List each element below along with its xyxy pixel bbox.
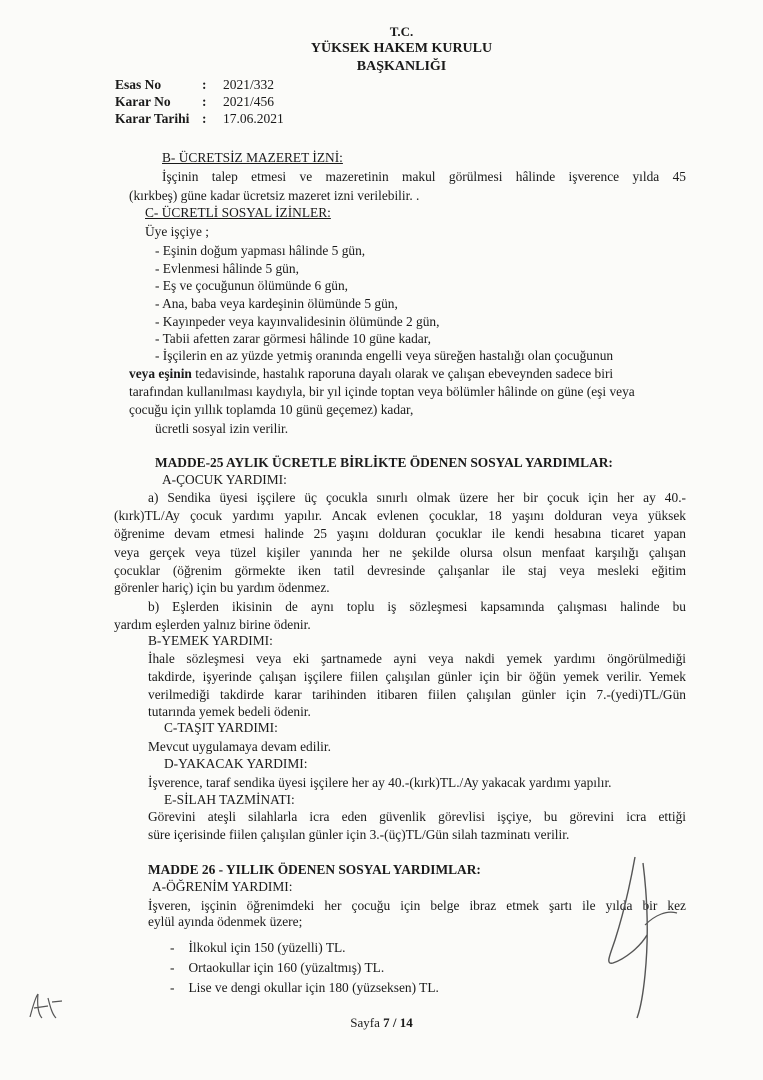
list-item-text: Lise ve dengi okullar için 180 (yüzseksen) TL. [188, 980, 439, 995]
list-item: - Kayınpeder veya kayınvalidesinin ölümünde 2 gün, [155, 314, 440, 329]
meta-row-tarih [115, 111, 284, 128]
meta-row-esas [115, 77, 284, 94]
paragraph-line: İşverence, taraf sendika üyesi işçilere her ay 40.-(kırk)TL./Ay yakacak yardımı yapılır. [148, 775, 612, 790]
handwritten-signature [585, 855, 695, 1020]
list-item [170, 940, 346, 956]
paragraph-line: öğrenime devam etmesi halinde 25 yaşını dolduran çocuklar ile kendi hesabına ticaret yapan [114, 526, 686, 541]
meta-value: 2021/332 [223, 77, 275, 92]
list-bullet: - [170, 940, 175, 955]
paragraph-line: Mevcut uygulamaya devam edilir. [148, 739, 331, 754]
header-department: BAŞKANLIĞI [356, 59, 447, 74]
section-b-line: İşçinin talep etmesi ve mazeretinin makul görülmesi hâlinde işverence yılda 45 [162, 169, 686, 184]
section-c-continuation: çocuğu için yıllık toplamda 10 günü geçemez) kadar, [129, 402, 414, 417]
subsection-title: C-TAŞIT YARDIMI: [164, 720, 278, 735]
page-value: 7 / 14 [383, 1015, 413, 1030]
meta-value: 17.06.2021 [223, 111, 284, 126]
header-institution: YÜKSEK HAKEM KURULU [310, 41, 493, 56]
article-25-title: MADDE-25 AYLIK ÜCRETLE BİRLİKTE ÖDENEN SOSYAL YARDIMLAR: [155, 455, 613, 470]
list-item: - Ana, baba veya kardeşinin ölümünde 5 gün, [155, 296, 398, 311]
meta-key: Esas No [115, 77, 162, 92]
paragraph-line: eylül ayında ödenmek üzere; [148, 914, 303, 929]
paragraph-line: tutarında yemek bedeli ödenir. [148, 704, 311, 719]
bold-phrase: veya eşinin [129, 366, 192, 381]
list-item: - Evlenmesi hâlinde 5 gün, [155, 261, 299, 276]
list-bullet: - [170, 960, 175, 975]
list-item [170, 960, 384, 976]
list-item: - Eşinin doğum yapması hâlinde 5 gün, [155, 243, 366, 258]
paragraph-line: görenler hariç) için bu yardım ödenmez. [114, 580, 330, 595]
paragraph-line: verilmediği takdirde karar tarihinden itibaren fiilen çalışılan günler için 7.-(yedi)TL/Gün [148, 687, 686, 702]
list-bullet: - [170, 980, 175, 995]
subsection-title: D-YAKACAK YARDIMI: [164, 756, 308, 771]
section-c-continuation [129, 366, 613, 382]
subsection-title: E-SİLAH TAZMİNATI: [164, 792, 295, 807]
meta-row-karar [115, 94, 284, 111]
meta-colon: : [202, 94, 207, 109]
header-tc: T.C. [389, 24, 414, 39]
meta-value: 2021/456 [223, 94, 275, 109]
list-item: - Tabii afetten zarar görmesi hâlinde 10 güne kadar, [155, 331, 432, 346]
subsection-title: A-ÇOCUK YARDIMI: [162, 472, 287, 487]
paragraph-line: Görevini ateşli silahlarla icra eden güvenlik görevlisi işçiye, bu görevini icra ettiği [148, 809, 686, 824]
meta-colon: : [202, 111, 207, 126]
section-c-continuation: ücretli sosyal izin verilir. [155, 421, 289, 436]
section-c-title: C- ÜCRETLİ SOSYAL İZİNLER: [145, 205, 331, 220]
list-item-text: İlkokul için 150 (yüzelli) TL. [188, 940, 346, 955]
paragraph-line: (kırk)TL/Ay çocuk yardımı yapılır. Ancak evlenen çocuklar, 18 yaşını dolduran veya yüksek [114, 508, 686, 523]
subsection-title: A-ÖĞRENİM YARDIMI: [152, 879, 293, 894]
paragraph-line: İşveren, işçinin öğrenimdeki her çocuğu için belge ibraz etmek şartı ile yılda bir kez [148, 898, 686, 913]
meta-colon: : [202, 77, 207, 92]
paragraph-line: takdirde, işyerinde çalışan işçilere fiilen çalışılan günler için bir öğün yemek verilir. Yemek [148, 669, 686, 684]
list-item: - Eş ve çocuğunun ölümünde 6 gün, [155, 278, 349, 293]
paragraph-line: b) Eşlerden ikisinin de aynı toplu iş sözleşmesi kapsamında çalışması halinde bu [148, 599, 686, 614]
paragraph-line: veya gerçek veya tüzel kişiler yanında her ne şekilde olursa olsun menfaat karşılığı çalışan [114, 545, 686, 560]
paragraph-line: yardım eşlerden yalnız birine ödenir. [114, 617, 311, 632]
section-c-continuation: tarafından kullanılması kaydıyla, bir yıl içinde toptan veya bölümler hâlinde on güne (eşi veya [129, 384, 635, 399]
meta-key: Karar Tarihi [115, 111, 190, 126]
page-label: Sayfa [350, 1015, 384, 1030]
section-c-intro: Üye işçiye ; [145, 224, 209, 239]
paragraph-line: süre içerisinde fiilen çalışılan günler için 3.-(üç)TL/Gün silah tazminatı verilir. [148, 827, 570, 842]
section-b-title: B- ÜCRETSİZ MAZERET İZNİ: [162, 150, 343, 165]
list-item [170, 980, 439, 996]
list-item: - İşçilerin en az yüzde yetmiş oranında engelli veya süreğen hastalığı olan çocuğunun [155, 348, 614, 363]
page-number [0, 1015, 763, 1031]
text-run: tedavisinde, hastalık raporuna dayalı olarak ve çalışan ebeveynden sadece biri [191, 366, 614, 381]
article-26-title: MADDE 26 - YILLIK ÖDENEN SOSYAL YARDIMLAR: [148, 862, 481, 877]
paragraph-line: İhale sözleşmesi veya eki şartnamede ayni veya nakdi yemek yardımı öngörülmediği [148, 651, 686, 666]
section-b-line: (kırkbeş) güne kadar ücretsiz mazeret izni verilebilir. . [129, 188, 420, 203]
paragraph-line: a) Sendika üyesi işçilere üç çocukla sınırlı olmak üzere her bir çocuk için her ay 40.- [148, 490, 686, 505]
list-item-text: Ortaokullar için 160 (yüzaltmış) TL. [188, 960, 385, 975]
subsection-title: B-YEMEK YARDIMI: [148, 633, 273, 648]
meta-key: Karar No [115, 94, 171, 109]
case-metadata [115, 77, 284, 128]
paragraph-line: çocuklar (öğrenim görmekte iken tatil devresinde çalışanlar ile staj veya mesleki eğitim [114, 563, 686, 578]
